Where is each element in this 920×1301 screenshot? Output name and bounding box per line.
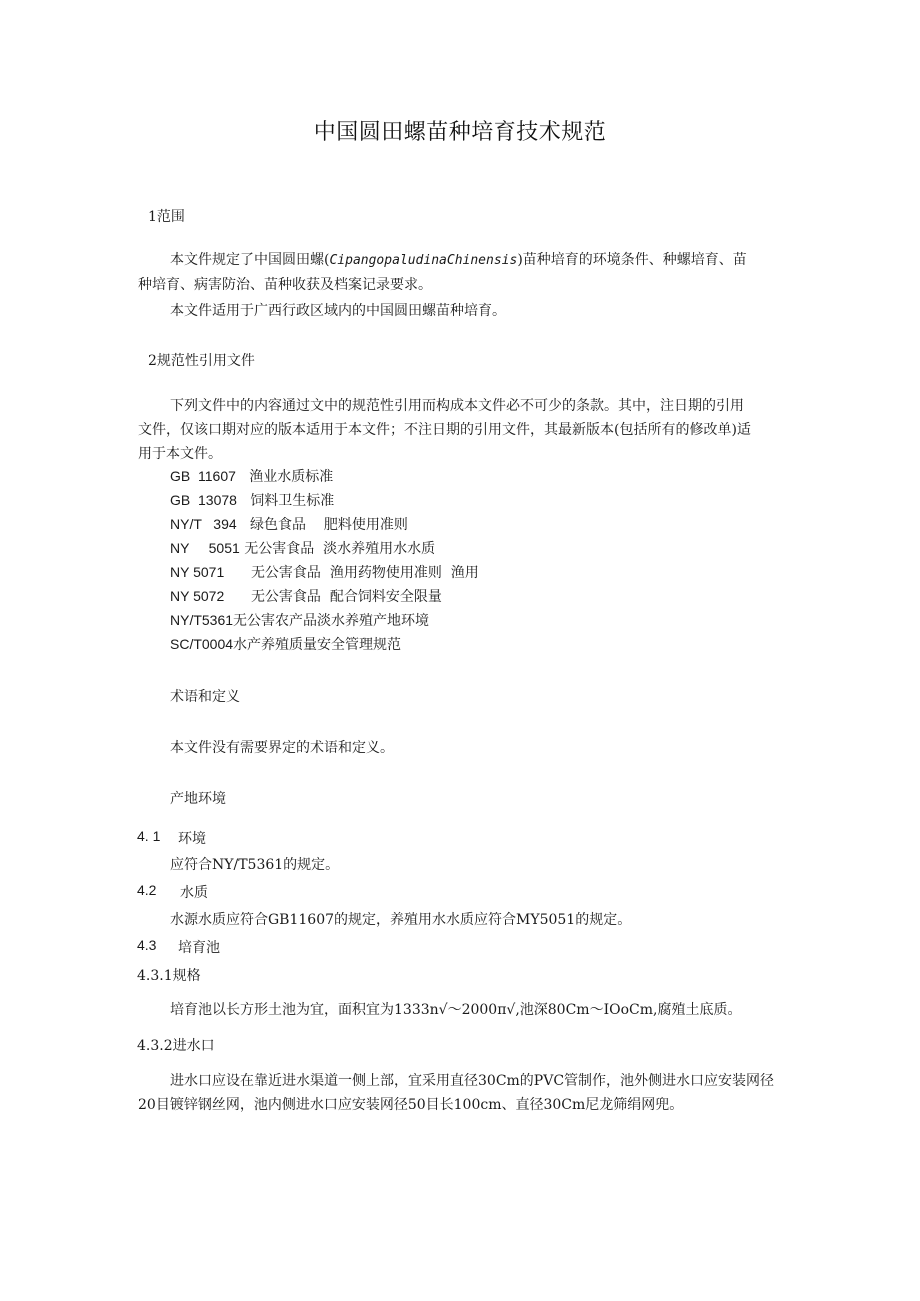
section-1-heading: 1范围 — [148, 209, 185, 225]
reference-item — [170, 514, 408, 534]
section-3-paragraph: 本文件没有需要界定的术语和定义。 — [170, 740, 394, 756]
ref-title: 无公害食品 配合饲料安全限量 — [250, 589, 442, 605]
section-4-2-title: 水质 — [180, 885, 208, 901]
section-4-3-2-text: 进水口应设在靠近进水渠道一侧上部，宜采用直径30Cm的PVC管制作，池外侧进水口应安装网径20目镀锌钢丝网，池内侧进水口应安装网径50目长100cm、直径30Cm尼龙筛绢网兜。 — [138, 1073, 775, 1113]
reference-item — [170, 586, 442, 606]
section-1-paragraph-2: 本文件适用于广西行政区域内的中国圆田螺苗种培育。 — [170, 303, 506, 319]
ref-title: 绿色食品 肥料使用准则 — [250, 517, 408, 533]
ref-code: NY/T 394 — [170, 516, 237, 532]
ref-code: GB 11607 — [170, 468, 236, 484]
reference-item — [170, 466, 333, 486]
ref-title: 水产养殖质量安全管理规范 — [233, 637, 402, 653]
s1-p1-start: 本文件规定了中国圆田螺( — [170, 252, 330, 268]
reference-item — [170, 562, 479, 582]
section-4-1-number: 4. 1 — [137, 828, 161, 844]
ref-title: 渔业水质标准 — [249, 469, 334, 485]
ref-code: NY 5071 — [170, 564, 225, 580]
section-4-3-1-heading: 4.3.1规格 — [137, 968, 201, 984]
ref-code: SC/T0004 — [170, 636, 234, 652]
reference-item — [170, 634, 401, 654]
section-4-heading: 产地环境 — [170, 791, 226, 807]
ref-code: NY/T5361 — [170, 612, 234, 628]
species-latin-name: CipangopaludinaChinensis — [329, 253, 518, 268]
section-4-2-text: 水源水质应符合GB11607的规定，养殖用水水质应符合MY5051的规定。 — [170, 912, 632, 928]
reference-item — [170, 538, 435, 558]
ref-title: 无公害食品 渔用药物使用准则 渔用 — [250, 565, 479, 581]
section-4-3-number: 4.3 — [137, 937, 157, 953]
section-2-paragraph-1: 下列文件中的内容通过文中的规范性引用而构成本文件必不可少的条款。其中，注日期的引用文件，仅该口期对应的版本适用于本文件；不注日期的引用文件，其最新版本(包括所有的修改单)适用于本文件。 — [138, 398, 751, 462]
section-4-3-1-text: 培育池以长方形土池为宜，面积宜为1333n√～2000π√,池深80Cm～IOoCm,腐殖土底质。 — [170, 1002, 742, 1018]
s1-p1-end: )苗种培育的环境条件、种螺培育、苗种培育、病害防治、苗种收获及档案记录要求。 — [138, 252, 747, 293]
ref-title: 饲料卫生标准 — [250, 493, 335, 509]
section-4-2-number: 4.2 — [137, 882, 157, 898]
section-3-heading: 术语和定义 — [170, 689, 240, 705]
ref-code: NY 5051 — [170, 540, 240, 556]
ref-code: NY 5072 — [170, 588, 225, 604]
section-4-3-title: 培育池 — [178, 940, 220, 956]
reference-item — [170, 610, 429, 630]
section-4-1-text: 应符合NY/T5361的规定。 — [170, 857, 340, 873]
ref-title: 无公害食品 淡水养殖用水水质 — [244, 541, 436, 557]
ref-title: 无公害农产品淡水养殖产地环境 — [233, 613, 430, 629]
section-1-paragraph-1 — [138, 248, 752, 297]
ref-code: GB 13078 — [170, 492, 237, 508]
document-title: 中国圆田螺苗种培育技术规范 — [313, 120, 607, 145]
section-4-3-2-heading: 4.3.2进水口 — [137, 1038, 215, 1054]
section-2-heading: 2规范性引用文件 — [148, 353, 255, 369]
section-4-1-title: 环境 — [178, 831, 206, 847]
reference-item — [170, 490, 334, 510]
